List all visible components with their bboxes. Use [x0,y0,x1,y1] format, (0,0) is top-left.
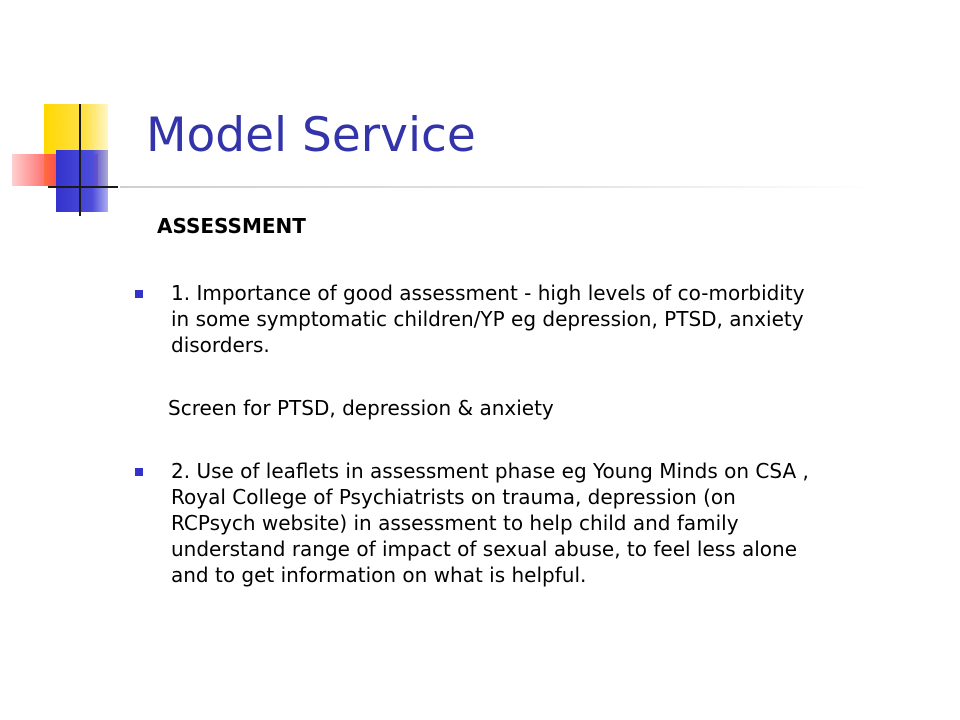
bullet-square-icon [135,468,143,476]
slide-title: Model Service [146,108,476,163]
bullet-line: 1. Importance of good assessment - high levels of co-morbidity [171,281,805,305]
decorative-vertical-line [79,104,81,216]
bullet-item [171,280,931,358]
decorative-blue-block [56,150,108,212]
section-heading: ASSESSMENT [157,214,306,238]
bullet-line: disorders. [171,333,270,357]
bullet-line: RCPsych website) in assessment to help child and family [171,511,739,535]
bullet-item [171,458,931,588]
title-underline [120,186,880,188]
bullet-square-icon [135,290,143,298]
bullet-line: and to get information on what is helpful. [171,563,587,587]
decorative-horizontal-line [48,186,118,188]
bullet-line: Royal College of Psychiatrists on trauma, depression (on [171,485,736,509]
screening-note: Screen for PTSD, depression & anxiety [168,396,554,420]
bullet-line: understand range of impact of sexual abuse, to feel less alone [171,537,797,561]
bullet-line: in some symptomatic children/YP eg depression, PTSD, anxiety [171,307,804,331]
bullet-line: 2. Use of leaflets in assessment phase eg Young Minds on CSA , [171,459,809,483]
